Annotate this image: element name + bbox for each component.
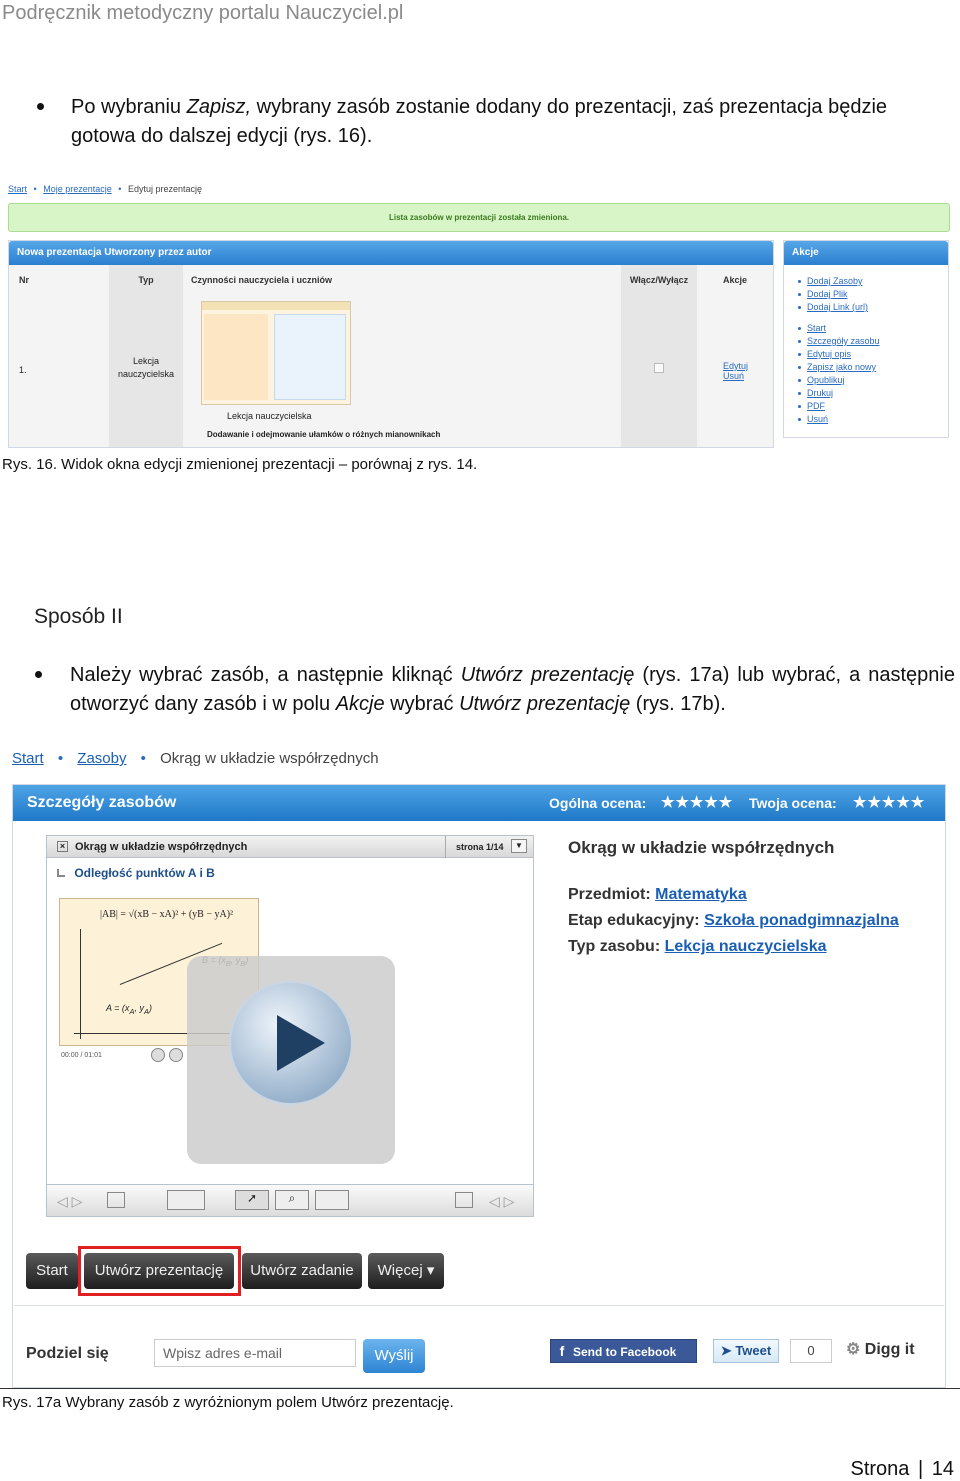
col-header-nr: Nr: [19, 275, 30, 285]
breadcrumb-resources[interactable]: Zasoby: [77, 750, 127, 767]
success-notice: Lista zasobów w prezentacji została zmieniona.: [8, 203, 950, 232]
bird-icon: ➤: [720, 1343, 732, 1358]
marker-icon[interactable]: [315, 1190, 349, 1210]
viewer-page: strona 1/14: [445, 836, 504, 858]
next-icon[interactable]: ◁ ▷: [489, 1193, 515, 1209]
menu-icon[interactable]: [107, 1192, 125, 1208]
edit-link[interactable]: Edytuj: [723, 361, 749, 371]
figure-caption-17: Rys. 17a Wybrany zasób z wyróżnionym polem Utwórz prezentację.: [2, 1394, 454, 1411]
viewer-toolbar: [47, 836, 533, 858]
action-save-as-new[interactable]: Zapisz jako nowy: [798, 361, 948, 374]
delete-link[interactable]: Usuń: [723, 371, 745, 381]
menu-icon[interactable]: [455, 1192, 473, 1208]
formula: |AB| = √(xB − xA)² + (yB − yA)²: [100, 909, 234, 920]
breadcrumb: Start • Moje prezentacje • Edytuj prezentację: [8, 184, 202, 194]
bullet-dot: [35, 671, 42, 678]
panel-title: Nowa prezentacja Utworzony przez autor: [9, 241, 773, 265]
send-button[interactable]: Wyślij: [363, 1339, 425, 1373]
action-delete[interactable]: Usuń: [798, 413, 948, 426]
resource-thumbnail[interactable]: [201, 301, 351, 405]
section-title: Sposób II: [34, 605, 123, 628]
actions-list: [784, 265, 948, 426]
toggle-checkbox[interactable]: [654, 363, 664, 373]
action-pdf[interactable]: PDF: [798, 400, 948, 413]
viewer-title: Okrąg w układzie współrzędnych: [75, 841, 248, 853]
actions-title: Akcje: [784, 241, 948, 265]
row-nr: 1.: [19, 365, 27, 375]
thumb-title: Lekcja nauczycielska: [227, 411, 312, 421]
media-time: 00:00 / 01:01: [61, 1052, 102, 1059]
cursor-icon[interactable]: ➚: [235, 1190, 269, 1210]
email-field[interactable]: Wpisz adres e-mail: [154, 1339, 356, 1367]
overall-rating-stars: ★★★★★: [661, 794, 734, 811]
facebook-icon: f: [559, 1343, 565, 1359]
collapse-icon[interactable]: [57, 869, 65, 877]
digg-button[interactable]: ⚙ Digg it: [846, 1341, 915, 1358]
your-rating-stars[interactable]: ★★★★★: [853, 794, 926, 811]
create-presentation-button[interactable]: Utwórz prezentację: [84, 1253, 234, 1289]
prev-icon[interactable]: ◁ ▷: [57, 1193, 83, 1209]
col-header-activities: Czynności nauczyciela i uczniów: [191, 275, 333, 285]
breadcrumb: Start • Zasoby • Okrąg w układzie współrzędnych: [12, 750, 379, 767]
bullet-paragraph-2: Należy wybrać zasób, a następnie kliknąć Utwórz prezentację (rys. 17a) lub wybrać, a następnie otworzyć dany zasób i w polu Akcje wybrać Utwórz prezentację (rys. 17b).: [70, 664, 955, 715]
details-bar: [13, 785, 945, 821]
stop-icon[interactable]: [169, 1048, 183, 1062]
bullet-dot: [37, 103, 44, 110]
highlight-frame: [78, 1246, 241, 1296]
breadcrumb-current: Edytuj prezentację: [127, 184, 202, 194]
action-publish[interactable]: Opublikuj: [798, 374, 948, 387]
col-header-actions: Akcje: [723, 275, 748, 285]
breadcrumb-current: Okrąg w układzie współrzędnych: [160, 750, 379, 767]
digg-icon: ⚙: [846, 1341, 861, 1358]
type-row: Typ zasobu: Lekcja nauczycielska: [568, 938, 827, 955]
zoom-icon[interactable]: ⌕: [275, 1190, 309, 1210]
more-button[interactable]: Więcej ▾: [368, 1253, 444, 1289]
page-number: 14: [931, 1458, 954, 1480]
resource-info: [568, 838, 899, 960]
resource-title: Okrąg w układzie współrzędnych: [568, 838, 835, 857]
calculator-icon[interactable]: [167, 1190, 205, 1210]
row-type: Lekcja nauczycielska: [117, 356, 175, 379]
document-header: Podręcznik metodyczny portalu Nauczyciel.pl: [2, 2, 404, 24]
bullet-paragraph-1: Po wybraniu Zapisz, wybrany zasób zostanie dodany do prezentacji, zaś prezentacja będzie gotowa do dalszej edycji (rys. 16).: [71, 96, 888, 147]
close-icon[interactable]: ×: [57, 841, 68, 852]
viewer-bottom-toolbar: [47, 1184, 533, 1216]
subject-link[interactable]: Matematyka: [655, 886, 747, 903]
axis-y: [80, 929, 81, 1039]
chevron-down-icon[interactable]: ▼: [511, 839, 527, 853]
page-footer: Strona | 14: [850, 1458, 954, 1480]
action-add-resources[interactable]: Dodaj Zasoby: [798, 275, 948, 288]
play-pause-icon[interactable]: [151, 1048, 165, 1062]
details-title: Szczegóły zasobów: [27, 794, 177, 811]
col-header-toggle: Włącz/Wyłącz: [629, 275, 689, 285]
point-a-label: $A = (x_A$, $y_A$): [106, 1003, 152, 1016]
presentation-table: [8, 240, 774, 448]
share-divider: [14, 1305, 944, 1306]
action-add-file[interactable]: Dodaj Plik: [798, 288, 948, 301]
tweet-button[interactable]: ➤ Tweet: [713, 1339, 779, 1363]
action-edit-description[interactable]: Edytuj opis: [798, 348, 948, 361]
your-rating-label: Twoja ocena:: [749, 795, 837, 811]
create-task-button[interactable]: Utwórz zadanie: [242, 1253, 362, 1289]
facebook-button[interactable]: f Send to Facebook: [550, 1339, 697, 1363]
breadcrumb-start[interactable]: Start: [8, 184, 28, 194]
play-icon[interactable]: [229, 981, 353, 1105]
action-start[interactable]: Start: [798, 322, 948, 335]
breadcrumb-my-presentations[interactable]: Moje prezentacje: [43, 184, 112, 194]
stage-row: Etap edukacyjny: Szkoła ponadgimnazjalna: [568, 912, 899, 929]
caption-rule: [0, 1388, 960, 1389]
col-header-typ: Typ: [138, 275, 154, 285]
actions-panel: [783, 240, 949, 438]
thumb-subtitle: Dodawanie i odejmowanie ułamków o różnych mianownikach: [207, 430, 441, 439]
tweet-count: 0: [790, 1339, 832, 1363]
action-add-link[interactable]: Dodaj Link (url): [798, 301, 948, 314]
stage-link[interactable]: Szkoła ponadgimnazjalna: [704, 912, 899, 929]
action-print[interactable]: Drukuj: [798, 387, 948, 400]
start-button[interactable]: Start: [26, 1253, 78, 1289]
breadcrumb-start[interactable]: Start: [12, 750, 44, 767]
share-label: Podziel się: [26, 1345, 109, 1362]
overall-rating-label: Ogólna ocena:: [549, 795, 647, 811]
figure-caption-16: Rys. 16. Widok okna edycji zmienionej prezentacji – porównaj z rys. 14.: [2, 456, 478, 473]
type-link[interactable]: Lekcja nauczycielska: [664, 938, 827, 955]
viewer-subtitle: Odległość punktów A i B: [57, 866, 215, 880]
resource-viewer: [46, 835, 534, 1217]
action-details[interactable]: Szczegóły zasobu: [798, 335, 948, 348]
subject-row: Przedmiot: Matematyka: [568, 886, 747, 903]
